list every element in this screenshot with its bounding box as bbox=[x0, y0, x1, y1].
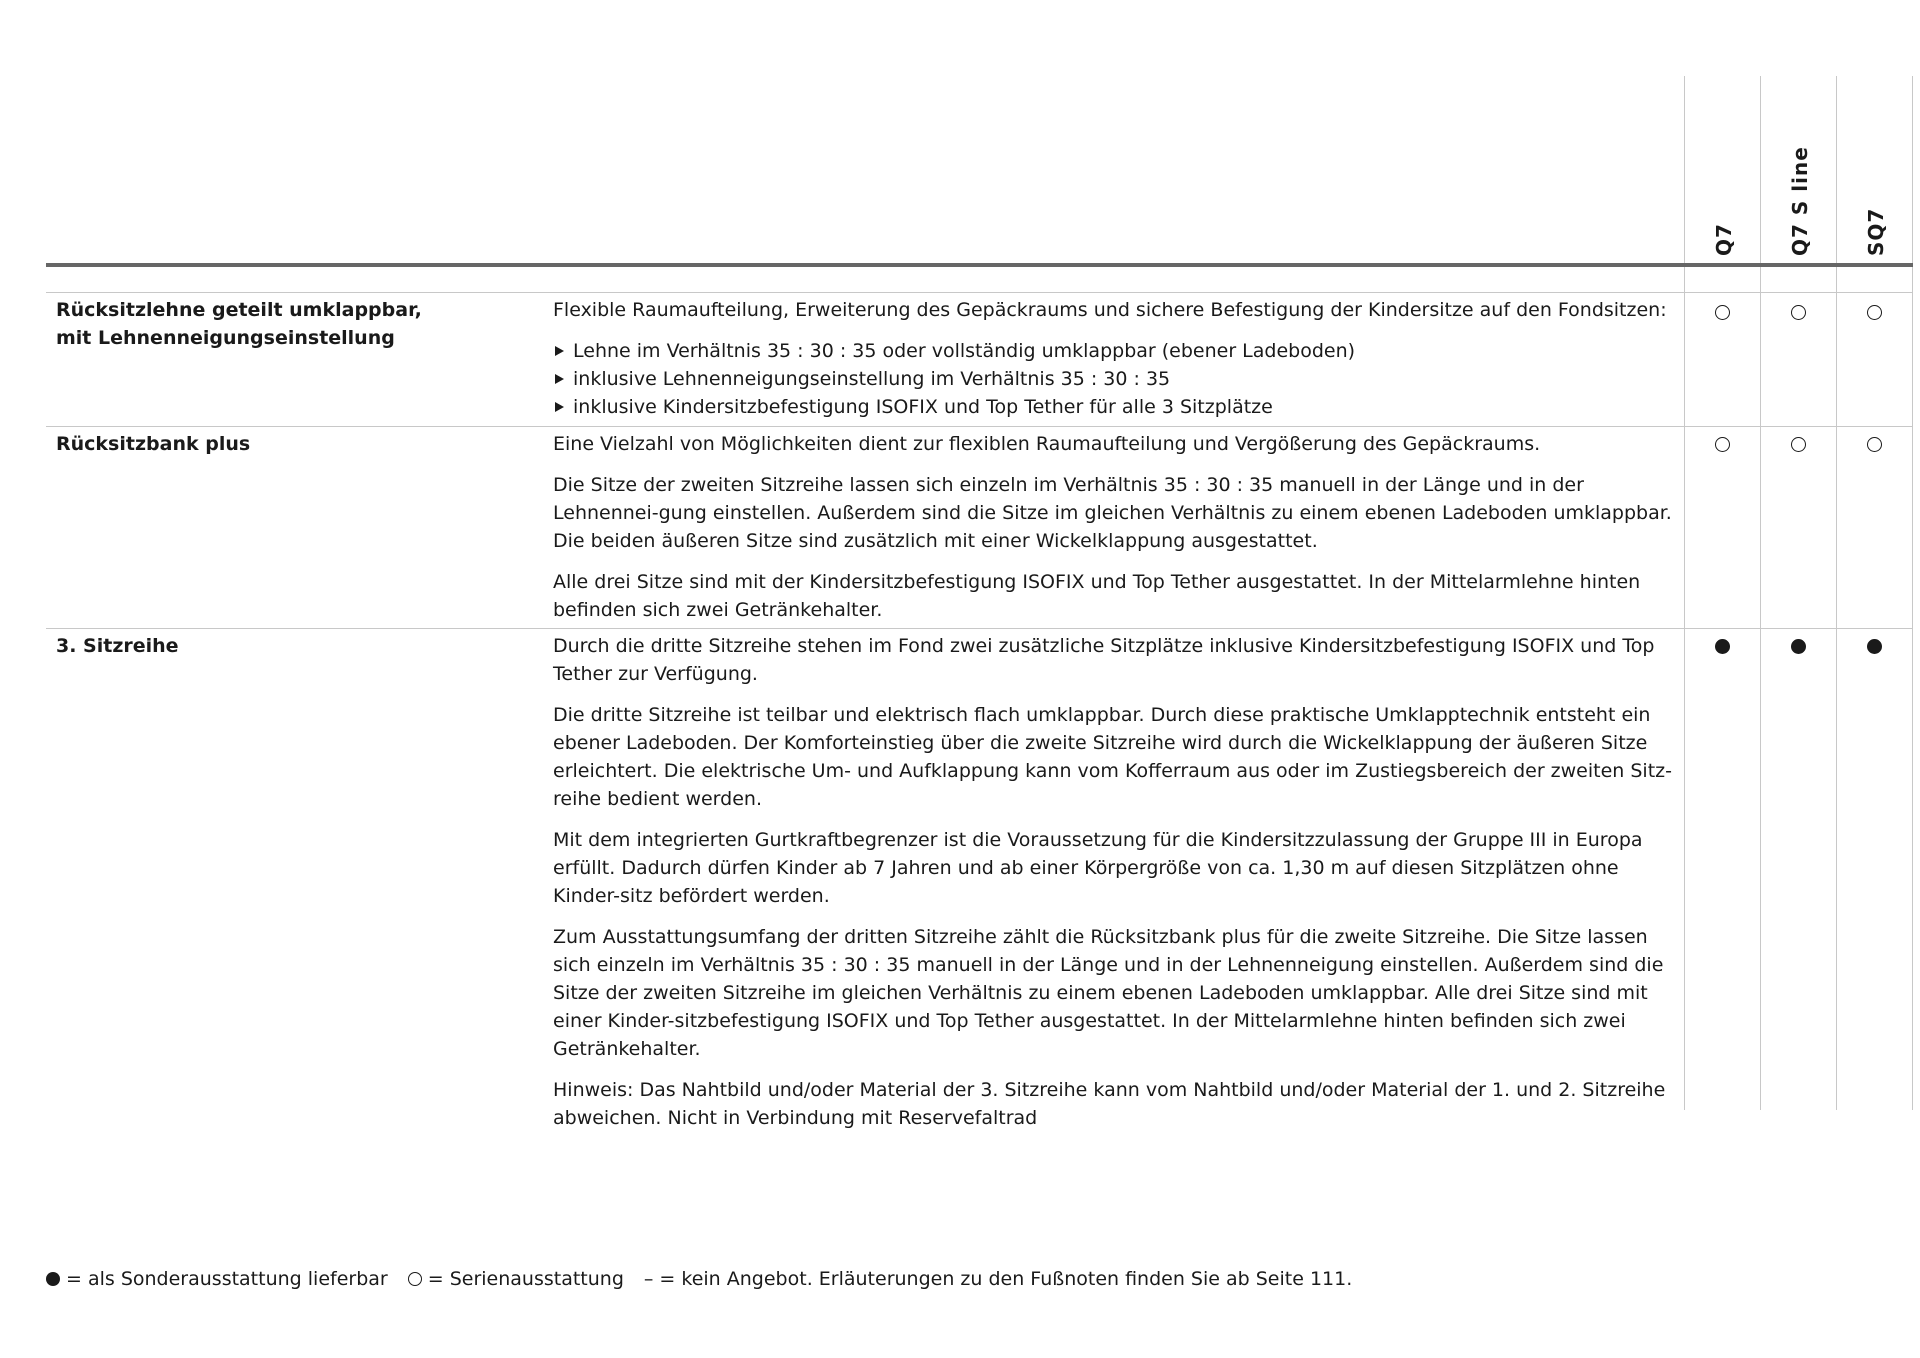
feature-bullet-list bbox=[553, 337, 1678, 421]
filled-circle-icon bbox=[46, 1272, 60, 1286]
availability-optional-q7-s-line bbox=[1791, 639, 1806, 654]
legend-none: – = kein Angebot. Erläuterungen zu den Fußnoten finden Sie ab Seite 111. bbox=[643, 1268, 1353, 1290]
table-row bbox=[0, 632, 1920, 1129]
description-paragraph: Zum Ausstattungsumfang der dritten Sitzreihe zählt die Rücksitzbank plus für die zweite Sitzreihe. Die Sitze lassen sich einzeln im Verhältnis 35 : 30 : 35 manuell in der Länge und in der Lehnenneigung einstellen. Außerdem sind die Sitze der zweiten Sitzreihe im gleichen Verhältnis zu einem ebenen Ladeboden umklappbar. Alle drei Sitze sind mit einer Kinder-sitzbefestigung ISOFIX und Top Tether ausgestattet. In der Mittelarmlehne hinten befinden sich zwei Getränkehalter. bbox=[553, 926, 1664, 1060]
row-title bbox=[56, 632, 496, 660]
feature-bullet: inklusive Lehnenneigungseinstellung im Verhältnis 35 : 30 : 35 bbox=[553, 365, 1678, 393]
row-title-line: mit Lehnenneigungseinstellung bbox=[56, 327, 395, 349]
feature-bullet: inklusive Kindersitzbefestigung ISOFIX und Top Tether für alle 3 Sitzplätze bbox=[553, 393, 1678, 421]
table-top-rule bbox=[46, 292, 1913, 293]
legend-standard: = Serienausstattung bbox=[427, 1268, 624, 1290]
feature-bullet: Lehne im Verhältnis 35 : 30 : 35 oder vollständig umklappbar (ebener Ladeboden) bbox=[553, 337, 1678, 365]
description-paragraph: Die dritte Sitzreihe ist teilbar und elektrisch flach umklappbar. Durch diese praktische Umklapptechnik entsteht ein ebener Ladeboden. Der Komforteinstieg über die zweite Sitzreihe wird durch die Wickelklappung der äußeren Sitze erleichtert. Die elektrische Um- und Aufklappung kann vom Kofferraum aus oder im Zustiegsbereich der zweiten Sitz-reihe bedient werden. bbox=[553, 704, 1672, 810]
availability-standard-q7 bbox=[1715, 437, 1730, 452]
description-paragraph: Mit dem integrierten Gurtkraftbegrenzer ist die Voraussetzung für die Kindersitzzulassung der Gruppe III in Europa erfüllt. Dadurch dürfen Kinder ab 7 Jahren und ab einer Körpergröße von ca. 1,30 m auf diesen Sitzplätzen ohne Kinder-sitz befördert werden. bbox=[553, 829, 1643, 907]
description-paragraph: Hinweis: Das Nahtbild und/oder Material der 3. Sitzreihe kann vom Nahtbild und/oder Material der 1. und 2. Sitzreihe abweichen. Nicht in Verbindung mit Reservefaltrad bbox=[553, 1079, 1666, 1129]
row-divider bbox=[46, 426, 1913, 427]
legend bbox=[46, 1268, 1352, 1290]
description-paragraph: Die Sitze der zweiten Sitzreihe lassen sich einzeln im Verhältnis 35 : 30 : 35 manuell in der Länge und in der Lehnennei-gung einstellen. Außerdem sind die Sitze im gleichen Verhältnis zu einem ebenen Ladeboden umklappbar. Die beiden äußeren Sitze sind zusätzlich mit einer Wickelklappung ausgestattet. bbox=[553, 474, 1672, 552]
row-title-line: Rücksitzlehne geteilt umklappbar, bbox=[56, 299, 422, 321]
availability-optional-sq7 bbox=[1867, 639, 1882, 654]
availability-standard-sq7 bbox=[1867, 305, 1882, 320]
row-description bbox=[553, 430, 1678, 637]
description-paragraph: Flexible Raumaufteilung, Erweiterung des Gepäckraums und sichere Befestigung der Kindersitze auf den Fondsitzen: bbox=[553, 299, 1667, 321]
model-header-q7: Q7 bbox=[1712, 223, 1736, 256]
model-header-q7-s-line: Q7 S line bbox=[1788, 146, 1812, 256]
row-title-line: Rücksitzbank plus bbox=[56, 433, 251, 455]
row-description bbox=[553, 632, 1678, 1145]
table-row bbox=[0, 296, 1920, 426]
open-circle-icon bbox=[408, 1272, 422, 1286]
availability-standard-sq7 bbox=[1867, 437, 1882, 452]
row-title bbox=[56, 430, 496, 458]
legend-optional: = als Sonderausstattung lieferbar bbox=[66, 1268, 388, 1290]
row-divider bbox=[46, 628, 1913, 629]
availability-standard-q7-s-line bbox=[1791, 305, 1806, 320]
description-paragraph: Durch die dritte Sitzreihe stehen im Fond zwei zusätzliche Sitzplätze inklusive Kindersitzbefestigung ISOFIX und Top Tether zur Verfügung. bbox=[553, 635, 1655, 685]
row-description bbox=[553, 296, 1678, 421]
description-paragraph: Eine Vielzahl von Möglichkeiten dient zur flexiblen Raumaufteilung und Vergößerung des Gepäckraums. bbox=[553, 433, 1541, 455]
table-row bbox=[0, 430, 1920, 628]
header-rule bbox=[46, 263, 1913, 267]
description-paragraph: Alle drei Sitze sind mit der Kindersitzbefestigung ISOFIX und Top Tether ausgestattet. In der Mittelarmlehne hinten befinden sich zwei Getränkehalter. bbox=[553, 571, 1641, 621]
row-title bbox=[56, 296, 496, 352]
availability-standard-q7 bbox=[1715, 305, 1730, 320]
availability-optional-q7 bbox=[1715, 639, 1730, 654]
row-title-line: 3. Sitzreihe bbox=[56, 635, 179, 657]
availability-standard-q7-s-line bbox=[1791, 437, 1806, 452]
model-header-sq7: SQ7 bbox=[1864, 207, 1888, 256]
